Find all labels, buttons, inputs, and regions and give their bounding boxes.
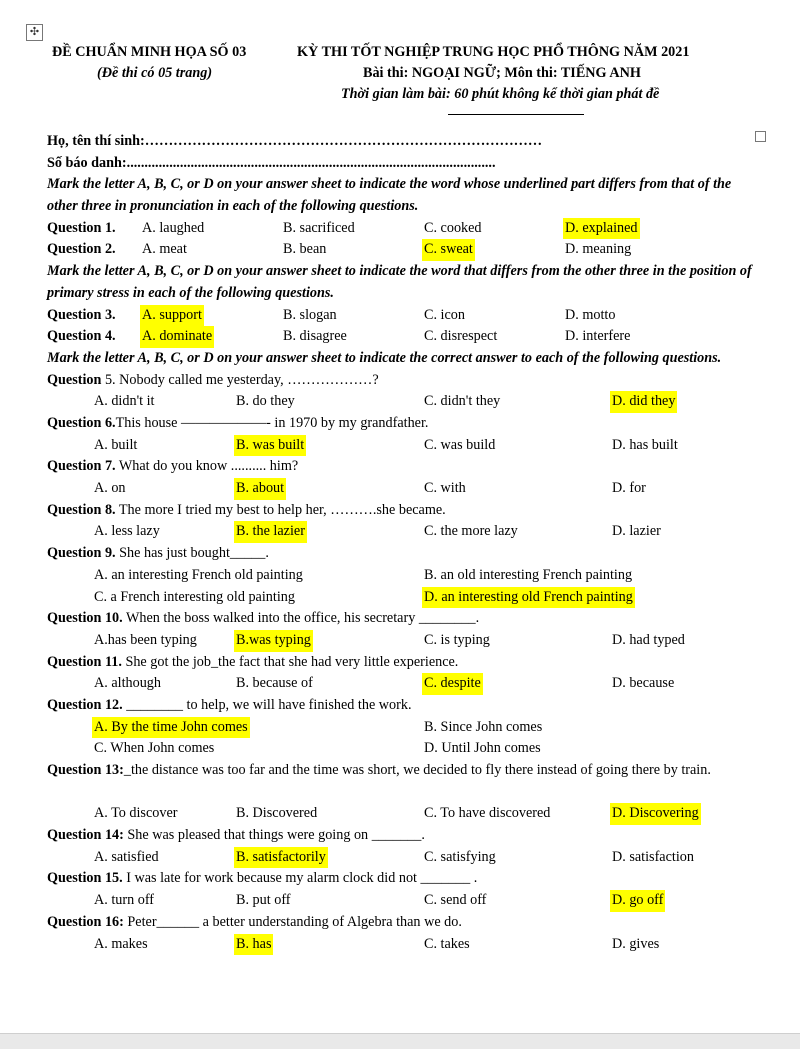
question-5-stem: Question 5. Nobody called me yesterday, ………………? xyxy=(47,371,379,388)
option-b-correct: B.was typing xyxy=(234,630,313,652)
option-a: A. satisfied xyxy=(94,848,159,865)
question-6-options xyxy=(47,435,759,457)
instruction-pronunciation: Mark the letter A, B, C, or D on your answer sheet to indicate the word whose underlined part differs from that of the other three in pronunciation in each of the following questions. xyxy=(47,176,732,215)
exam-content xyxy=(47,131,759,955)
option-d-correct: D. an interesting old French painting xyxy=(422,587,635,609)
option-a: A. built xyxy=(94,436,138,453)
question-10-stem: Question 10. When the boss walked into the office, his secretary ________. xyxy=(47,610,480,627)
option-b: B. slogan xyxy=(283,306,337,323)
option-c: C. cooked xyxy=(424,219,482,236)
question-1: Question 1. A. laughed B. sacrificed C. cooked D. explained xyxy=(47,218,759,240)
question-15-options xyxy=(47,890,759,912)
option-d-correct: D. did they xyxy=(610,391,677,413)
option-d: D. motto xyxy=(565,306,616,323)
exam-header xyxy=(47,44,767,107)
option-c-correct: C. despite xyxy=(422,673,483,695)
exam-title: KỲ THI TỐT NGHIỆP TRUNG HỌC PHỔ THÔNG NĂM 2021 xyxy=(297,44,690,60)
question-4: Question 4. A. dominate B. disagree C. disrespect D. interfere xyxy=(47,326,759,348)
option-d: D. has built xyxy=(612,436,678,453)
exam-code-title: ĐỀ CHUẨN MINH HỌA SỐ 03 xyxy=(52,44,247,60)
question-16-stem: Question 16: Peter______ a better understanding of Algebra than we do. xyxy=(47,913,462,930)
option-b: B. put off xyxy=(236,892,291,909)
question-2: Question 2. A. meat B. bean C. sweat D. meaning xyxy=(47,239,759,261)
question-9-options-cd xyxy=(47,587,759,609)
question-5-options xyxy=(47,391,759,413)
option-c: C. icon xyxy=(424,306,465,323)
option-a-correct: A. support xyxy=(140,305,204,327)
option-d-correct: D. Discovering xyxy=(610,803,701,825)
bottom-scroll-bar[interactable] xyxy=(0,1033,800,1049)
question-7-options xyxy=(47,478,759,500)
question-6-stem: Question 6.This house ——————- in 1970 by my grandfather. xyxy=(47,415,429,432)
option-b-correct: B. has xyxy=(234,934,273,956)
question-3: Question 3. A. support B. slogan C. icon D. motto xyxy=(47,305,759,327)
question-12-options-ab xyxy=(47,717,759,739)
option-c: C. was build xyxy=(424,436,496,453)
option-b-correct: B. about xyxy=(234,478,286,500)
option-d: D. interfere xyxy=(565,328,631,345)
question-16-options xyxy=(47,934,759,956)
option-b-correct: B. was built xyxy=(234,435,306,457)
option-c: C. takes xyxy=(424,935,470,952)
option-d: D. gives xyxy=(612,935,660,952)
option-a-correct: A. By the time John comes xyxy=(92,717,250,739)
time-line: Thời gian làm bài: 60 phút không kể thời gian phát đề xyxy=(341,86,660,102)
option-a: A. on xyxy=(94,480,126,497)
option-c: C. To have discovered xyxy=(424,805,551,822)
option-b: B. Since John comes xyxy=(424,718,543,735)
question-14-options xyxy=(47,847,759,869)
option-a: A. less lazy xyxy=(94,523,160,540)
option-b: B. because of xyxy=(236,675,313,692)
option-a: A. meat xyxy=(142,241,187,258)
option-d: D. because xyxy=(612,675,675,692)
question-8-options xyxy=(47,521,759,543)
instruction-correct-answer: Mark the letter A, B, C, or D on your answer sheet to indicate the correct answer to each of the following questions. xyxy=(47,349,722,366)
option-b: B. do they xyxy=(236,393,295,410)
option-d: D. satisfaction xyxy=(612,848,694,865)
option-c: C. When John comes xyxy=(94,740,215,757)
option-c: C. satisfying xyxy=(424,848,496,865)
option-c: C. is typing xyxy=(424,631,490,648)
option-c: C. didn't they xyxy=(424,393,501,410)
option-b-correct: B. satisfactorily xyxy=(234,847,328,869)
question-12-options-cd xyxy=(47,738,759,760)
option-d: D. for xyxy=(612,480,646,497)
question-7-stem: Question 7. What do you know .......... him? xyxy=(47,458,299,475)
move-handle-icon[interactable]: ✣ xyxy=(26,24,43,41)
option-d-correct: D. explained xyxy=(563,218,640,240)
option-a-correct: A. dominate xyxy=(140,326,214,348)
option-a: A. makes xyxy=(94,935,148,952)
question-11-options xyxy=(47,673,759,695)
pages-note: (Đề thi có 05 trang) xyxy=(97,65,213,81)
option-a: A. To discover xyxy=(94,805,178,822)
question-9-stem: Question 9. She has just bought_____. xyxy=(47,545,269,562)
subject-line: Bài thi: NGOẠI NGỮ; Môn thi: TIẾNG ANH xyxy=(363,65,641,81)
option-a: A. turn off xyxy=(94,892,155,909)
option-d: D. meaning xyxy=(565,241,632,258)
candidate-id: Số báo danh:........................................................................................................ xyxy=(47,154,496,171)
option-c: C. send off xyxy=(424,892,487,909)
option-c: C. with xyxy=(424,480,466,497)
question-11-stem: Question 11. She got the job_the fact that she had very little experience. xyxy=(47,653,459,670)
option-c: C. a French interesting old painting xyxy=(94,588,295,605)
option-a: A. didn't it xyxy=(94,393,155,410)
option-c: C. the more lazy xyxy=(424,523,518,540)
question-14-stem: Question 14: She was pleased that things were going on _______. xyxy=(47,827,425,844)
question-13-stem: Question 13:_the distance was too far and the time was short, we decided to fly there instead of going there by train. xyxy=(47,762,711,779)
question-15-stem: Question 15. I was late for work because my alarm clock did not _______ . xyxy=(47,870,478,887)
option-d: D. Until John comes xyxy=(424,740,541,757)
option-a: A. although xyxy=(94,675,161,692)
question-13-options xyxy=(47,803,759,825)
option-b: B. Discovered xyxy=(236,805,318,822)
option-d: D. had typed xyxy=(612,631,685,648)
candidate-name: Họ, tên thí sinh:………………………………………………………………………… xyxy=(47,133,543,149)
header-separator xyxy=(448,114,584,115)
option-b: B. bean xyxy=(283,241,327,258)
option-c-correct: C. sweat xyxy=(422,239,475,261)
option-d-correct: D. go off xyxy=(610,890,665,912)
option-c: C. disrespect xyxy=(424,328,498,345)
instruction-stress: Mark the letter A, B, C, or D on your answer sheet to indicate the word that differs from the other three in the position of primary stress in each of the following questions. xyxy=(47,263,752,301)
option-b: B. disagree xyxy=(283,328,347,345)
option-a: A. an interesting French old painting xyxy=(94,566,303,583)
option-b: B. an old interesting French painting xyxy=(424,566,633,583)
option-b-correct: B. the lazier xyxy=(234,521,307,543)
question-8-stem: Question 8. The more I tried my best to help her, ……….she became. xyxy=(47,501,446,518)
question-12-stem: Question 12. ________ to help, we will have finished the work. xyxy=(47,696,412,713)
question-9-options-ab xyxy=(47,565,759,587)
question-10-options xyxy=(47,630,759,652)
option-a: A. laughed xyxy=(142,219,205,236)
option-b: B. sacrificed xyxy=(283,219,355,236)
option-d: D. lazier xyxy=(612,523,661,540)
option-a: A.has been typing xyxy=(94,631,197,648)
